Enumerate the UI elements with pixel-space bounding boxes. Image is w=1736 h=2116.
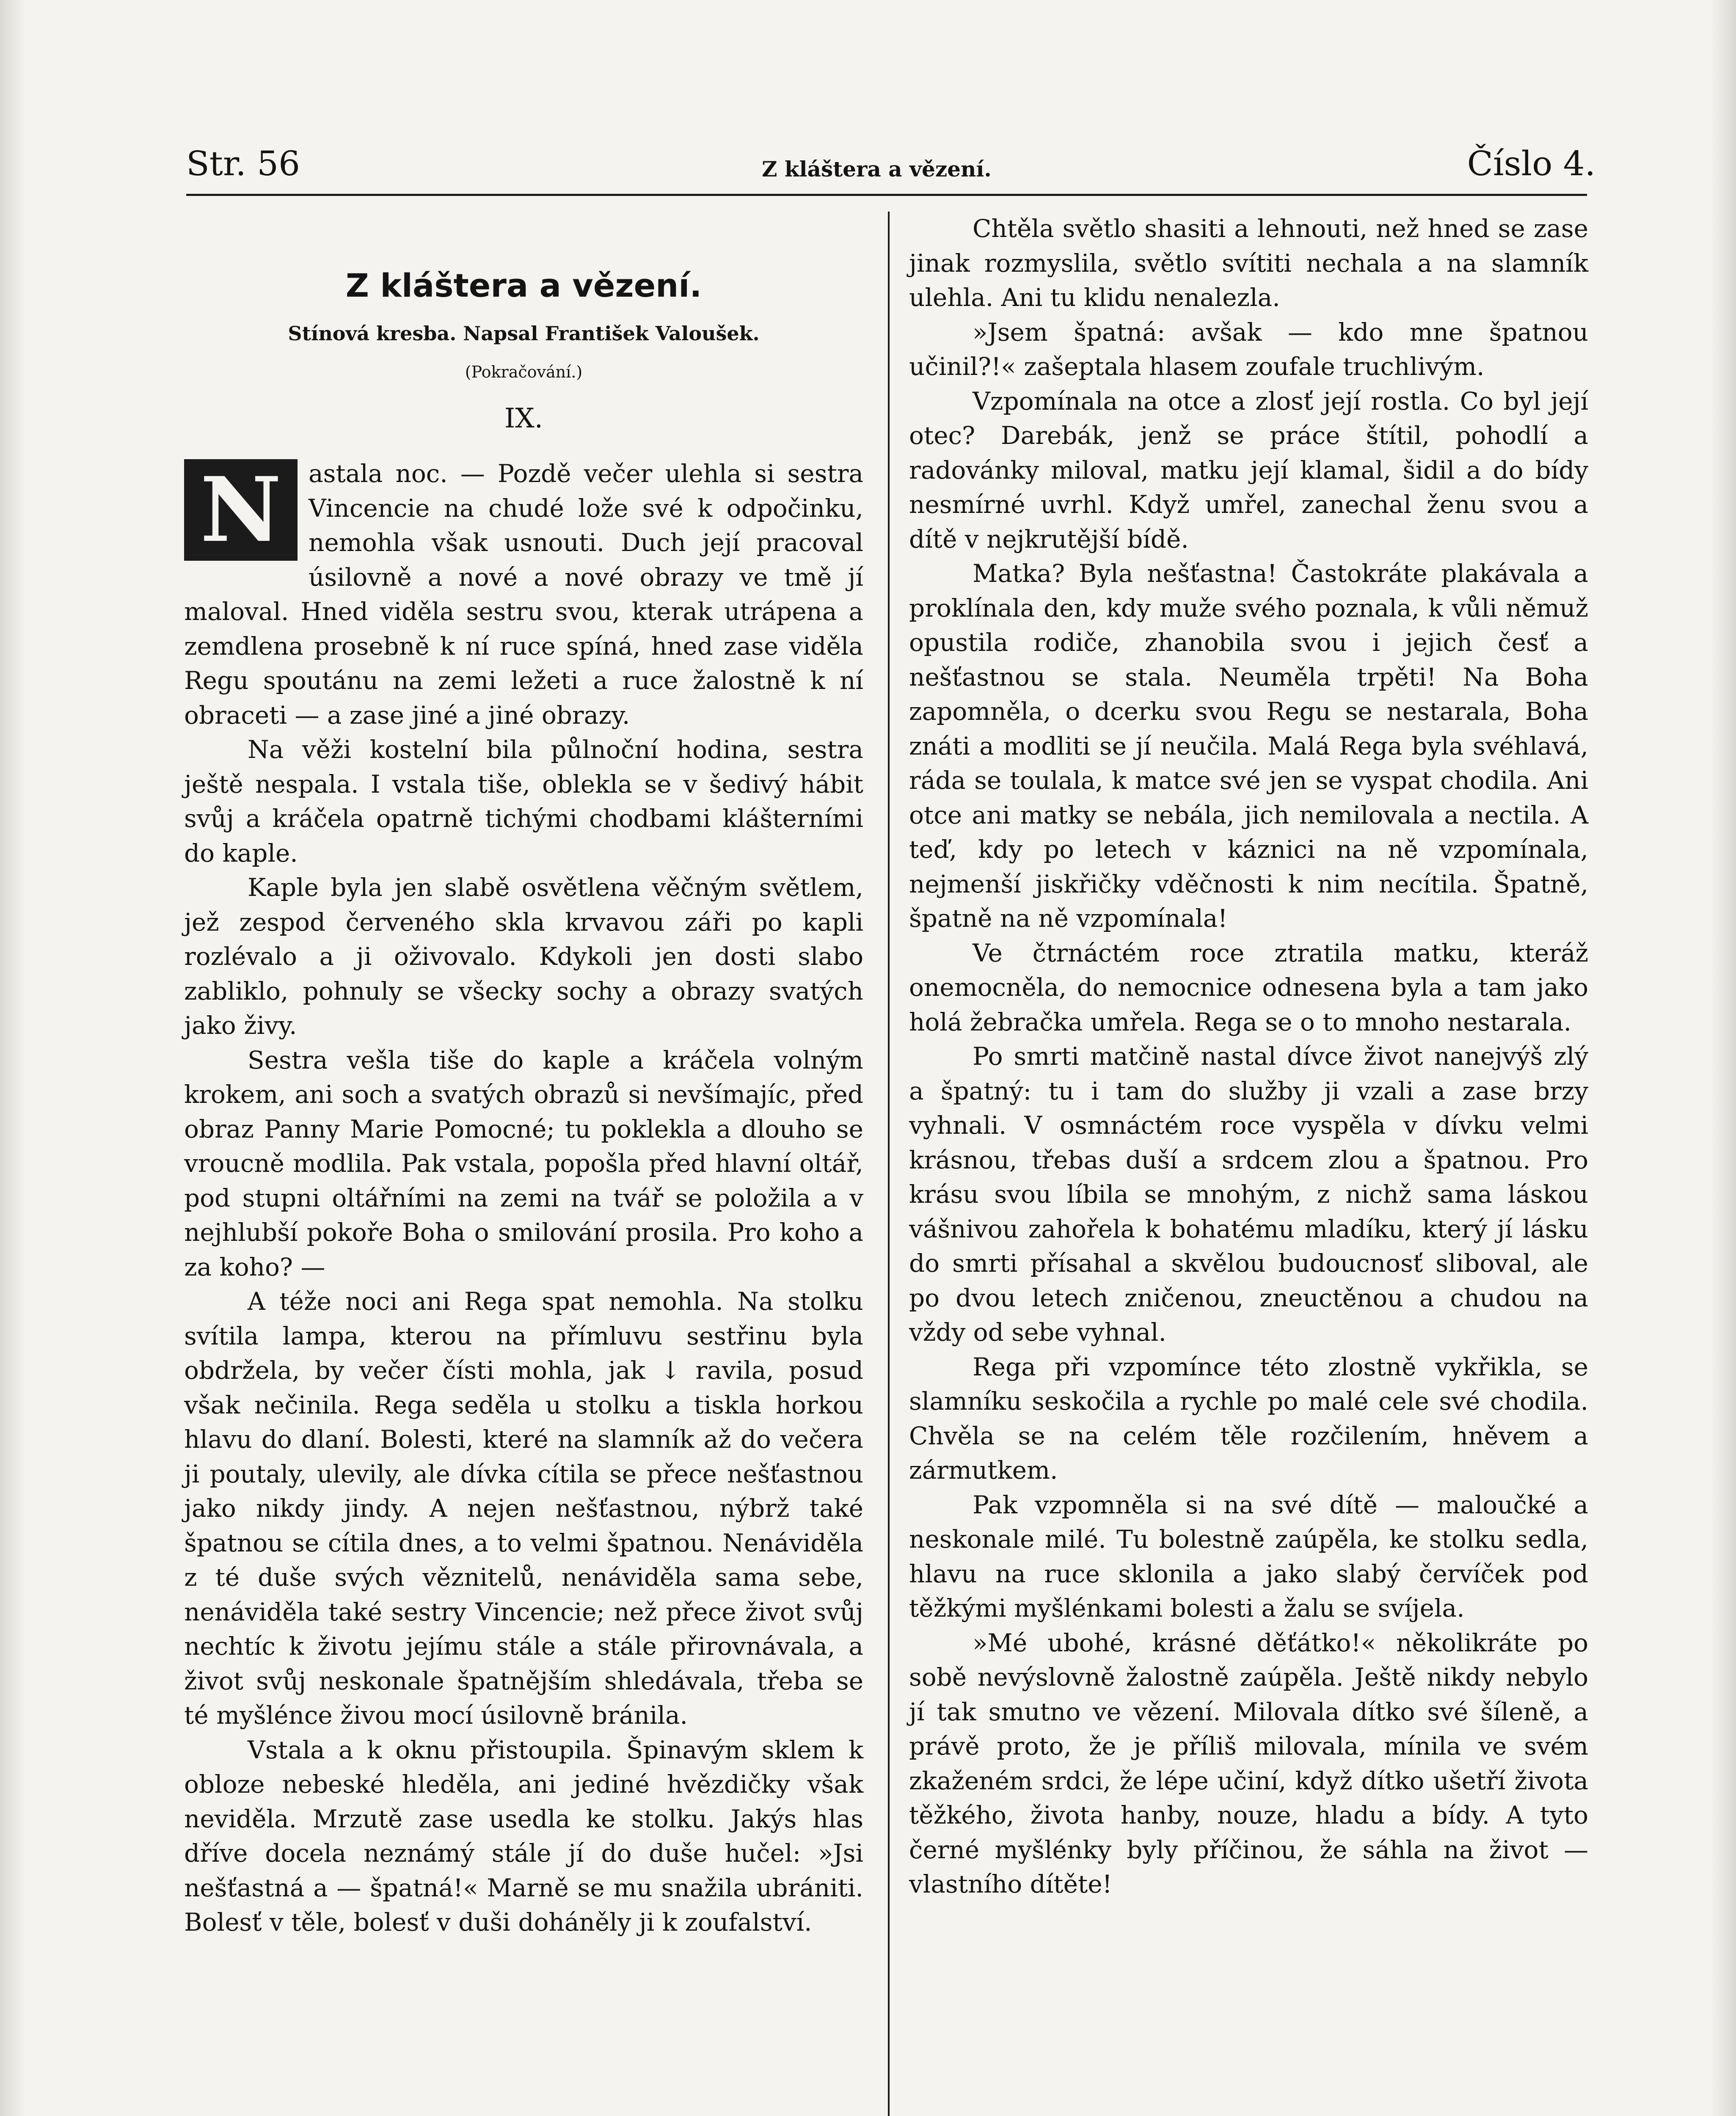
paragraph: Vstala a k oknu přistoupila. Špinavým sklem k obloze nebeské hleděla, ani jediné hvězdičky však neviděla. Mrzutě zase usedla ke stolku. Jakýs hlas dříve docela neznámý stále jí do duše hučel: »Jsi nešťastná a — špatná!« Marně se mu snažila ubrániti. Bolesť v těle, bolesť v duši doháněly ji k zoufalství. bbox=[184, 1735, 863, 1937]
paragraph: Rega při vzpomínce této zlostně vykřikla, se slamníku seskočila a rychle po malé cele své chodila. Chvěla se na celém těle rozčilením, hněvem a zármutkem. bbox=[909, 1352, 1588, 1485]
dropcap-letter: N bbox=[192, 466, 290, 554]
continuation-note: (Pokračování.) bbox=[465, 363, 583, 381]
running-header bbox=[182, 144, 1595, 195]
paragraph: Na věži kostelní bila půlnoční hodina, sestra ještě nespala. I vstala tiše, oblekla se v šedivý hábit svůj a kráčela opatrně tichými chodbami klášterními do kaple. bbox=[184, 735, 863, 868]
scan-edge-left bbox=[0, 0, 25, 2116]
running-title: Z kláštera a vězení. bbox=[762, 157, 992, 182]
chapter-number: IX. bbox=[504, 403, 543, 434]
scan-edge-right bbox=[1711, 0, 1736, 2116]
paragraph: A téže noci ani Rega spat nemohla. Na stolku svítila lampa, kterou na přímluvu sestřinu byla obdržela, by večer čísti mohla, jak ↓ ravila, posud však nečinila. Rega seděla u stolku a tiskla horkou hlavu do dlaní. Bolesti, které na slamník až do večera ji poutaly, ulevily, ale dívka cítila se přece nešťastnou jako nikdy jindy. A nejen nešťastnou, nýbrž také špatnou se cítila dnes, a to velmi špatnou. Nenáviděla z té duše svých věznitelů, nenáviděla sama sebe, nenáviděla také sestry Vincencie; než přece život svůj nechtíc k životu jejímu stále a stále přirovnávala, a život svůj neskonale špatnějším shledávala, třeba se té myšlénce živou mocí úsilovně bránila. bbox=[184, 1287, 863, 1730]
right-column bbox=[909, 212, 1588, 1902]
column-divider bbox=[888, 212, 890, 2116]
paragraph: Ve čtrnáctém roce ztratila matku, kteráž onemocněla, do nemocnice odnesena byla a tam jako holá žebračka umřela. Rega se o to mnoho nestarala. bbox=[909, 938, 1588, 1036]
article-byline: Stínová kresba. Napsal František Valoušek. bbox=[288, 322, 760, 345]
article-title: Z kláštera a vězení. bbox=[345, 267, 702, 304]
left-column bbox=[184, 212, 863, 1940]
paragraph: Sestra vešla tiše do kaple a kráčela volným krokem, ani soch a svatých obrazů si nevšímajíc, před obraz Panny Marie Pomocné; tu poklekla a dlouho se vroucně modlila. Pak vstala, popošla před hlavní oltář, pod stupni oltářními na zemi na tvář se položila a v nejhlubší pokoře Boha o smilování prosila. Pro koho a za koho? — bbox=[184, 1045, 863, 1281]
paragraph: Kaple byla jen slabě osvětlena věčným světlem, jež zespod červeného skla krvavou záři po kapli rozlévalo a ji oživovalo. Kdykoli jen dosti slabo zabliklo, pohnuly se všecky sochy a obrazy svatých jako živy. bbox=[184, 873, 863, 1040]
paragraph: »Jsem špatná: avšak — kdo mne špatnou učinil?!« zašeptala hlasem zoufale truchlivým. bbox=[909, 317, 1588, 381]
dropcap-initial bbox=[184, 459, 298, 561]
paragraph: Chtěla světlo shasiti a lehnouti, než hned se zase jinak rozmyslila, světlo svítiti nechala a na slamník ulehla. Ani tu klidu nenalezla. bbox=[909, 214, 1588, 312]
paragraph bbox=[184, 457, 863, 733]
paragraph: Matka? Byla nešťastna! Častokráte plakávala a proklínala den, kdy muže svého poznala, k vůli němuž opustila rodiče, zhanobila svou i jejich česť a nešťastnou se stala. Neuměla trpěti! Na Boha zapomněla, o dcerku svou Regu se nestarala, Boha znáti a modliti se jí neučila. Malá Rega byla svéhlavá, ráda se toulala, k matce své jen se vyspat chodila. Ani otce ani matky se nebála, jich nemilovala a nectila. A teď, kdy po letech v káznici na ně vzpomínala, nejmenší jiskřičky vděčnosti k nim necítila. Špatně, špatně na ně vzpomínala! bbox=[909, 559, 1588, 933]
issue-number: Číslo 4. bbox=[1467, 144, 1595, 183]
paragraph: »Mé ubohé, krásné děťátko!« několikráte po sobě nevýslovně žalostně zaúpěla. Ještě nikdy nebylo jí tak smutno ve vězení. Milovala dítko své šíleně, a právě proto, že je příliš milovala, mínila ve svém zkaženém srdci, že lépe učiní, když dítko ušetří života těžkého, života hanby, nouze, hladu a bídy. A tyto černé myšlénky byly příčinou, že sáhla na život — vlastního dítěte! bbox=[909, 1628, 1588, 1898]
header-rule bbox=[186, 194, 1587, 196]
paragraph: Po smrti matčině nastal dívce život nanejvýš zlý a špatný: tu i tam do služby ji vzali a zase brzy vyhnali. V osmnáctém roce vyspěla v dívku velmi krásnou, třebas duší a srdcem zlou a špatnou. Pro krásu svou líbila se mnohým, z nichž sama láskou vášnivou zahořela k bohatému mladíku, který jí lásku do smrti přísahal a skvělou budoucnosť sliboval, ale po dvou letech zničenou, zneuctěnou a chudou na vždy od sebe vyhnal. bbox=[909, 1042, 1588, 1347]
paragraph: Vzpomínala na otce a zlosť její rostla. Co byl její otec? Darebák, jenž se práce štítil, pohodlí a radovánky miloval, matku její klamal, šidil a do bídy nesmírné uvrhl. Když umřel, zanechal ženu svou a dítě v nejkrutější bídě. bbox=[909, 386, 1588, 554]
paragraph-text: astala noc. — Pozdě večer ulehla si sestra Vincencie na chudé lože své k odpočinku, nemohla však usnouti. Duch její pracoval úsilovně a nové a nové obrazy ve tmě jí maloval. Hned viděla sestru svou, kterak utrápena a zemdlena prosebně k ní ruce spíná, hned zase viděla Regu spoutánu na zemi ležeti a ruce žalostně k ní obraceti — a zase jiné a jiné obrazy. bbox=[184, 459, 863, 730]
paragraph: Pak vzpomněla si na své dítě — maloučké a neskonale milé. Tu bolestně zaúpěla, ke stolku sedla, hlavu na ruce sklonila a jako slabý červíček pod těžkými myšlénkami bolesti a žalu se svíjela. bbox=[909, 1490, 1588, 1623]
page-number: Str. 56 bbox=[186, 144, 300, 183]
